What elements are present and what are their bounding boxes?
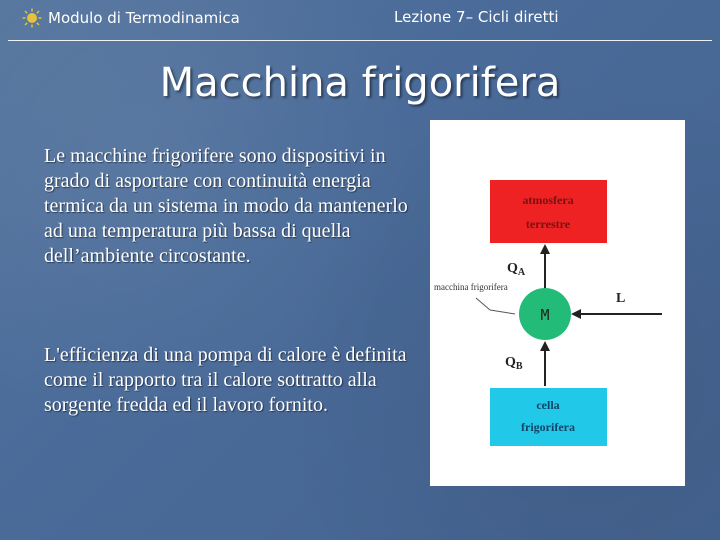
atmosphere-label-line2: terrestre — [525, 217, 571, 231]
cold-cell-box — [490, 388, 607, 446]
diagram-svg — [430, 120, 685, 486]
slide-title: Macchina frigorifera — [159, 60, 561, 106]
work-label: L — [616, 291, 626, 306]
header-course-title: Modulo di Termodinamica — [48, 9, 240, 27]
paragraph-definition: Le macchine frigorifere sono dispositivi in grado di asportare con continuità energia termica da un sistema in modo da mantenerlo ad una temperatura più bassa di quella dell’ambiente circostante. — [44, 145, 408, 267]
machine-caption: macchina frigorifera — [434, 282, 508, 292]
caption-pointer-tail — [490, 310, 515, 314]
atmosphere-box — [490, 180, 607, 243]
header-left — [22, 8, 240, 28]
atmosphere-label-line1: atmosfera — [522, 193, 574, 207]
caption-pointer — [476, 298, 490, 310]
cold-cell-label-line2: frigorifera — [521, 420, 575, 434]
header-divider — [8, 40, 712, 41]
qb-label: $Q_B$ — [505, 355, 523, 372]
paragraph-efficiency: L'efficienza di una pompa di calore è definita come il rapporto tra il calore sottratto alla sorgente fredda ed il lavoro fornito. — [44, 344, 407, 416]
qa-label: $Q_A$ — [507, 261, 526, 278]
sun-logo-icon — [22, 8, 42, 28]
cold-cell-label-line1: cella — [536, 398, 560, 412]
refrigerator-diagram — [430, 120, 685, 486]
header-lesson-title: Lezione 7– Cicli diretti — [394, 8, 559, 26]
machine-label: M — [540, 306, 550, 324]
